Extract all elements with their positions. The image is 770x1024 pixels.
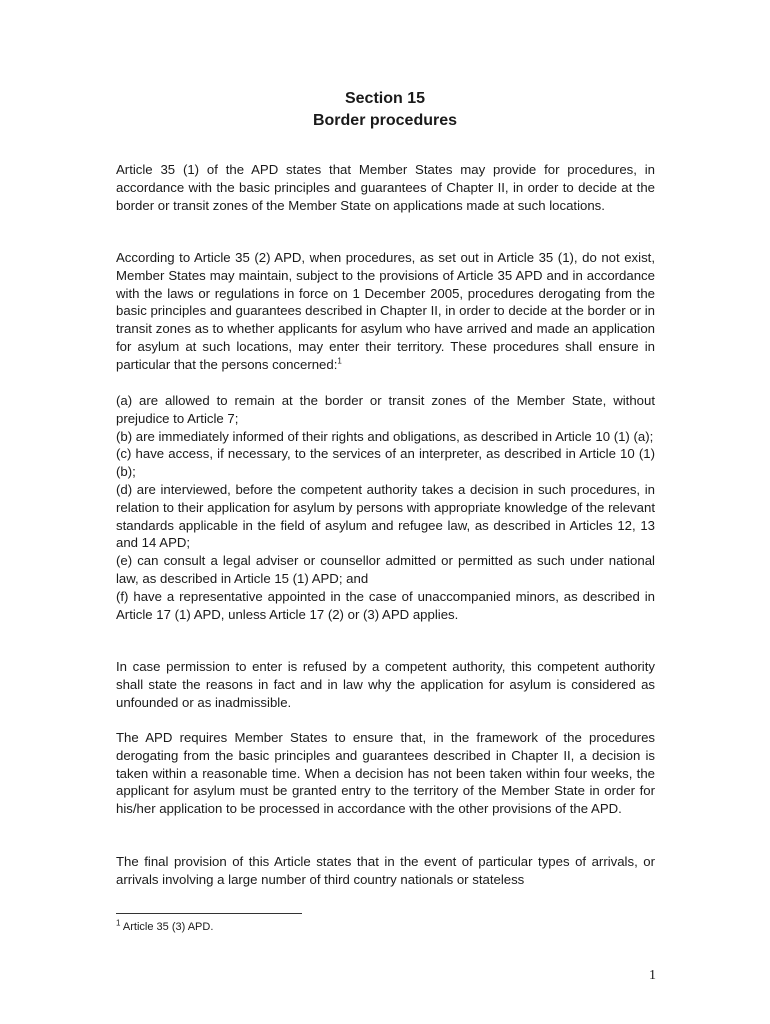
list-item: (f) have a representative appointed in the case of unaccompanied minors, as described in Article 17 (1) APD, unless Article 17 (2) or (3) APD applies. bbox=[116, 588, 655, 622]
paragraph-article-35-2-text: According to Article 35 (2) APD, when procedures, as set out in Article 35 (1), do not exist, Member States may maintain, subject to the provisions of Article 35 APD and in accordance with the laws or regulations in force on 1 December 2005, procedures derogating from the basic principles and guarantees described in Chapter II, in order to decide at the border or in transit zones as to whether applicants for asylum who have arrived and made an application for asylum at such locations, may enter their territory. These procedures shall ensure in particular that the persons concerned: bbox=[116, 250, 655, 372]
paragraph-final-provision: The final provision of this Article states that in the event of particular types of arrivals, or arrivals involving a large number of third country nationals or stateless bbox=[116, 854, 655, 887]
footnote bbox=[116, 919, 213, 935]
list-item: (a) are allowed to remain at the border or transit zones of the Member State, without prejudice to Article 7; bbox=[116, 393, 655, 426]
footnote-text: Article 35 (3) APD. bbox=[122, 921, 214, 933]
paragraph-refusal: In case permission to enter is refused by a competent authority, this competent authority shall state the reasons in fact and in law why the application for asylum is considered as unfounded or as inadmissible. bbox=[116, 659, 655, 710]
paragraph-article-35-1: Article 35 (1) of the APD states that Member States may provide for procedures, in accordance with the basic principles and guarantees of Chapter II, in order to decide at the border or transit zones of the Member State on applications made at such locations. bbox=[116, 162, 655, 213]
paragraph-article-35-2 bbox=[116, 249, 655, 374]
paragraph-reasonable-time: The APD requires Member States to ensure that, in the framework of the procedures derogating from the basic principles and guarantees described in Chapter II, a decision is taken within a reasonable time. When a decision has not been taken within four weeks, the applicant for asylum must be granted entry to the territory of the Member State in order for his/her application to be processed in accordance with the other provisions of the APD. bbox=[116, 730, 655, 817]
page-number: 1 bbox=[649, 968, 656, 983]
guarantees-list bbox=[116, 392, 655, 623]
list-item: (d) are interviewed, before the competent authority takes a decision in such procedures, in relation to their application for asylum by persons with appropriate knowledge of the relevant standards applicable in the field of asylum and refugee law, as described in Articles 12, 13 and 14 APD; bbox=[116, 481, 655, 551]
footnote-marker: 1 bbox=[116, 918, 121, 928]
footnote-divider bbox=[116, 913, 302, 914]
list-item: (e) can consult a legal adviser or counsellor admitted or permitted as such under national law, as described in Article 15 (1) APD; and bbox=[116, 553, 655, 586]
list-item: (b) are immediately informed of their rights and obligations, as described in Article 10 (1) (a); bbox=[116, 428, 654, 444]
footnote-reference[interactable]: 1 bbox=[337, 356, 342, 366]
section-title: Border procedures bbox=[312, 112, 458, 129]
section-label: Section 15 bbox=[344, 90, 426, 107]
list-item: (c) have access, if necessary, to the services of an interpreter, as described in Article 10 (1) (b); bbox=[116, 446, 655, 480]
